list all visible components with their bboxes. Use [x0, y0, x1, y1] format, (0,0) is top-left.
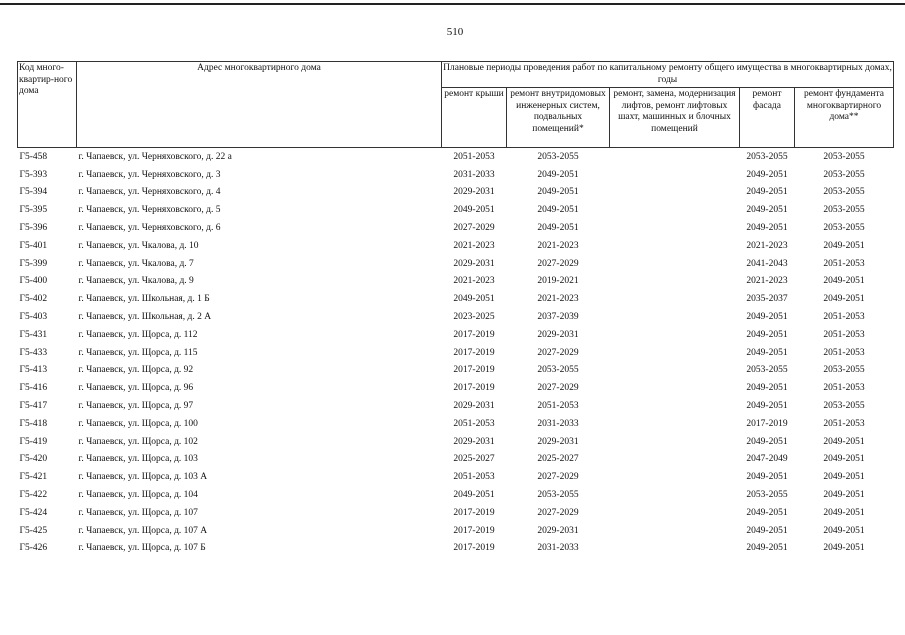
row-foundation: 2053-2055 — [823, 205, 865, 216]
row-roof: 2051-2053 — [453, 472, 495, 483]
row-facade: 2049-2051 — [746, 187, 788, 198]
row-code: Г5-396 — [19, 223, 48, 234]
row-roof: 2017-2019 — [453, 329, 495, 340]
row-address: г. Чапаевск, ул. Щорса, д. 107 Б — [78, 543, 206, 554]
row-facade: 2041-2043 — [746, 258, 788, 269]
row-systems: 2049-2051 — [537, 169, 579, 180]
header-systems: ремонт внутридомовых инженерных систем, подвальных помещений* — [507, 88, 610, 148]
header-code: Код много-квартир-ного дома — [18, 62, 77, 148]
table-row — [18, 362, 894, 380]
row-systems: 2037-2039 — [537, 312, 579, 323]
table-row — [18, 540, 894, 558]
row-roof: 2029-2031 — [453, 436, 495, 447]
row-lifts — [610, 433, 740, 451]
row-lifts — [610, 148, 740, 166]
table-row — [18, 237, 894, 255]
table-row — [18, 148, 894, 166]
row-facade: 2021-2023 — [746, 240, 788, 251]
row-foundation: 2049-2051 — [823, 472, 865, 483]
page-number: 510 — [446, 26, 464, 38]
table-row — [18, 166, 894, 184]
row-foundation: 2049-2051 — [823, 525, 865, 536]
row-address: г. Чапаевск, ул. Школьная, д. 2 А — [78, 312, 212, 323]
table-row — [18, 433, 894, 451]
row-code: Г5-393 — [19, 169, 48, 180]
row-facade: 2049-2051 — [746, 543, 788, 554]
row-facade: 2049-2051 — [746, 472, 788, 483]
row-foundation: 2051-2053 — [823, 383, 865, 394]
row-code: Г5-422 — [19, 490, 48, 501]
row-systems: 2031-2033 — [537, 418, 579, 429]
row-lifts — [610, 397, 740, 415]
row-systems: 2029-2031 — [537, 436, 579, 447]
row-roof: 2021-2023 — [453, 276, 495, 287]
row-code: Г5-433 — [19, 347, 48, 358]
row-facade: 2053-2055 — [746, 365, 788, 376]
row-address: г. Чапаевск, ул. Щорса, д. 112 — [78, 329, 198, 340]
row-code: Г5-413 — [19, 365, 48, 376]
row-lifts — [610, 273, 740, 291]
row-systems: 2027-2029 — [537, 383, 579, 394]
row-foundation: 2053-2055 — [823, 169, 865, 180]
table-row — [18, 486, 894, 504]
row-facade: 2053-2055 — [746, 490, 788, 501]
row-systems: 2053-2055 — [537, 151, 579, 162]
row-systems: 2029-2031 — [537, 525, 579, 536]
row-roof: 2017-2019 — [453, 543, 495, 554]
row-facade: 2049-2051 — [746, 205, 788, 216]
row-lifts — [610, 166, 740, 184]
row-code: Г5-395 — [19, 205, 48, 216]
repair-schedule-table — [17, 61, 894, 557]
row-foundation: 2049-2051 — [823, 276, 865, 287]
row-roof: 2017-2019 — [453, 525, 495, 536]
row-roof: 2049-2051 — [453, 205, 495, 216]
row-address: г. Чапаевск, ул. Щорса, д. 92 — [78, 365, 194, 376]
row-roof: 2029-2031 — [453, 401, 495, 412]
row-address: г. Чапаевск, ул. Чкалова, д. 10 — [78, 240, 199, 251]
header-foundation: ремонт фундамента многоквартирного дома** — [795, 88, 894, 148]
row-facade: 2047-2049 — [746, 454, 788, 465]
row-foundation: 2049-2051 — [823, 507, 865, 518]
row-address: г. Чапаевск, ул. Щорса, д. 115 — [78, 347, 198, 358]
table-row — [18, 273, 894, 291]
row-foundation: 2051-2053 — [823, 312, 865, 323]
row-lifts — [610, 379, 740, 397]
row-lifts — [610, 344, 740, 362]
table-row — [18, 344, 894, 362]
row-roof: 2017-2019 — [453, 365, 495, 376]
row-roof: 2021-2023 — [453, 240, 495, 251]
row-lifts — [610, 486, 740, 504]
row-code: Г5-420 — [19, 454, 48, 465]
table-row — [18, 308, 894, 326]
row-roof: 2049-2051 — [453, 490, 495, 501]
table-row — [18, 255, 894, 273]
row-lifts — [610, 504, 740, 522]
table-row — [18, 468, 894, 486]
row-address: г. Чапаевск, ул. Щорса, д. 107 — [78, 507, 198, 518]
row-facade: 2021-2023 — [746, 276, 788, 287]
row-address: г. Чапаевск, ул. Школьная, д. 1 Б — [78, 294, 210, 305]
row-roof: 2017-2019 — [453, 507, 495, 518]
row-systems: 2027-2029 — [537, 472, 579, 483]
row-systems: 2027-2029 — [537, 347, 579, 358]
table-row — [18, 326, 894, 344]
row-lifts — [610, 468, 740, 486]
row-foundation: 2053-2055 — [823, 223, 865, 234]
table-row — [18, 522, 894, 540]
row-foundation: 2053-2055 — [823, 401, 865, 412]
row-code: Г5-426 — [19, 543, 48, 554]
row-systems: 2027-2029 — [537, 258, 579, 269]
row-foundation: 2053-2055 — [823, 187, 865, 198]
row-address: г. Чапаевск, ул. Щорса, д. 100 — [78, 418, 198, 429]
row-lifts — [610, 308, 740, 326]
row-foundation: 2051-2053 — [823, 329, 865, 340]
row-foundation: 2049-2051 — [823, 436, 865, 447]
table-row — [18, 379, 894, 397]
row-address: г. Чапаевск, ул. Щорса, д. 96 — [78, 383, 194, 394]
row-roof: 2027-2029 — [453, 223, 495, 234]
row-foundation: 2053-2055 — [823, 365, 865, 376]
row-address: г. Чапаевск, ул. Черняховского, д. 22 а — [78, 151, 232, 162]
row-facade: 2053-2055 — [746, 151, 788, 162]
row-code: Г5-417 — [19, 401, 48, 412]
row-roof: 2051-2053 — [453, 151, 495, 162]
row-systems: 2029-2031 — [537, 329, 579, 340]
row-code: Г5-400 — [19, 276, 48, 287]
row-code: Г5-419 — [19, 436, 48, 447]
row-foundation: 2053-2055 — [823, 151, 865, 162]
row-code: Г5-425 — [19, 525, 48, 536]
row-code: Г5-394 — [19, 187, 48, 198]
row-code: Г5-418 — [19, 418, 48, 429]
row-roof: 2017-2019 — [453, 347, 495, 358]
row-address: г. Чапаевск, ул. Чкалова, д. 7 — [78, 258, 194, 269]
row-foundation: 2051-2053 — [823, 258, 865, 269]
row-address: г. Чапаевск, ул. Черняховского, д. 3 — [78, 169, 221, 180]
row-facade: 2049-2051 — [746, 329, 788, 340]
row-code: Г5-401 — [19, 240, 48, 251]
row-facade: 2049-2051 — [746, 169, 788, 180]
table-row — [18, 201, 894, 219]
row-lifts — [610, 326, 740, 344]
table-header — [18, 62, 894, 148]
row-address: г. Чапаевск, ул. Черняховского, д. 6 — [78, 223, 221, 234]
row-lifts — [610, 201, 740, 219]
table-row — [18, 504, 894, 522]
row-foundation: 2051-2053 — [823, 347, 865, 358]
row-foundation: 2051-2053 — [823, 418, 865, 429]
row-lifts — [610, 415, 740, 433]
row-lifts — [610, 237, 740, 255]
row-systems: 2053-2055 — [537, 365, 579, 376]
header-address: Адрес многоквартирного дома — [77, 62, 442, 148]
row-roof: 2049-2051 — [453, 294, 495, 305]
header-lifts: ремонт, замена, модернизация лифтов, ремонт лифтовых шахт, машинных и блочных помещений — [610, 88, 740, 148]
row-facade: 2035-2037 — [746, 294, 788, 305]
row-address: г. Чапаевск, ул. Щорса, д. 97 — [78, 401, 194, 412]
row-lifts — [610, 184, 740, 202]
row-roof: 2017-2019 — [453, 383, 495, 394]
row-address: г. Чапаевск, ул. Щорса, д. 104 — [78, 490, 198, 501]
row-code: Г5-416 — [19, 383, 48, 394]
row-code: Г5-458 — [19, 151, 48, 162]
row-code: Г5-402 — [19, 294, 48, 305]
table-row — [18, 219, 894, 237]
row-code: Г5-431 — [19, 329, 48, 340]
row-roof: 2029-2031 — [453, 187, 495, 198]
row-foundation: 2049-2051 — [823, 294, 865, 305]
row-address: г. Чапаевск, ул. Щорса, д. 103 — [78, 454, 198, 465]
table-row — [18, 290, 894, 308]
row-systems: 2049-2051 — [537, 223, 579, 234]
row-address: г. Чапаевск, ул. Щорса, д. 103 А — [78, 472, 208, 483]
row-roof: 2023-2025 — [453, 312, 495, 323]
row-systems: 2019-2021 — [537, 276, 579, 287]
row-lifts — [610, 451, 740, 469]
row-code: Г5-421 — [19, 472, 48, 483]
row-facade: 2049-2051 — [746, 436, 788, 447]
row-code: Г5-403 — [19, 312, 48, 323]
table-row — [18, 397, 894, 415]
row-lifts — [610, 362, 740, 380]
row-lifts — [610, 522, 740, 540]
row-foundation: 2049-2051 — [823, 240, 865, 251]
row-address: г. Чапаевск, ул. Чкалова, д. 9 — [78, 276, 194, 287]
row-systems: 2025-2027 — [537, 454, 579, 465]
row-systems: 2051-2053 — [537, 401, 579, 412]
row-facade: 2049-2051 — [746, 507, 788, 518]
row-systems: 2021-2023 — [537, 240, 579, 251]
row-systems: 2049-2051 — [537, 187, 579, 198]
row-code: Г5-399 — [19, 258, 48, 269]
row-systems: 2049-2051 — [537, 205, 579, 216]
table-body — [18, 148, 894, 558]
row-facade: 2049-2051 — [746, 525, 788, 536]
row-systems: 2027-2029 — [537, 507, 579, 518]
top-rule — [0, 3, 905, 5]
row-facade: 2049-2051 — [746, 383, 788, 394]
row-systems: 2031-2033 — [537, 543, 579, 554]
row-facade: 2049-2051 — [746, 347, 788, 358]
row-systems: 2021-2023 — [537, 294, 579, 305]
row-address: г. Чапаевск, ул. Щорса, д. 102 — [78, 436, 198, 447]
row-foundation: 2049-2051 — [823, 454, 865, 465]
row-facade: 2049-2051 — [746, 223, 788, 234]
row-foundation: 2049-2051 — [823, 490, 865, 501]
row-roof: 2031-2033 — [453, 169, 495, 180]
row-lifts — [610, 290, 740, 308]
row-roof: 2025-2027 — [453, 454, 495, 465]
row-roof: 2029-2031 — [453, 258, 495, 269]
row-facade: 2049-2051 — [746, 401, 788, 412]
header-roof: ремонт крыши — [442, 88, 507, 148]
row-facade: 2049-2051 — [746, 312, 788, 323]
table-row — [18, 451, 894, 469]
header-periods: Плановые периоды проведения работ по капитальному ремонту общего имущества в многоквартирных домах, годы — [442, 62, 894, 88]
header-facade: ремонт фасада — [740, 88, 795, 148]
row-address: г. Чапаевск, ул. Щорса, д. 107 А — [78, 525, 208, 536]
table-row — [18, 415, 894, 433]
row-lifts — [610, 540, 740, 558]
row-roof: 2051-2053 — [453, 418, 495, 429]
row-address: г. Чапаевск, ул. Черняховского, д. 5 — [78, 205, 221, 216]
row-systems: 2053-2055 — [537, 490, 579, 501]
row-foundation: 2049-2051 — [823, 543, 865, 554]
row-lifts — [610, 255, 740, 273]
row-facade: 2017-2019 — [746, 418, 788, 429]
row-lifts — [610, 219, 740, 237]
row-code: Г5-424 — [19, 507, 48, 518]
table-row — [18, 184, 894, 202]
row-address: г. Чапаевск, ул. Черняховского, д. 4 — [78, 187, 221, 198]
